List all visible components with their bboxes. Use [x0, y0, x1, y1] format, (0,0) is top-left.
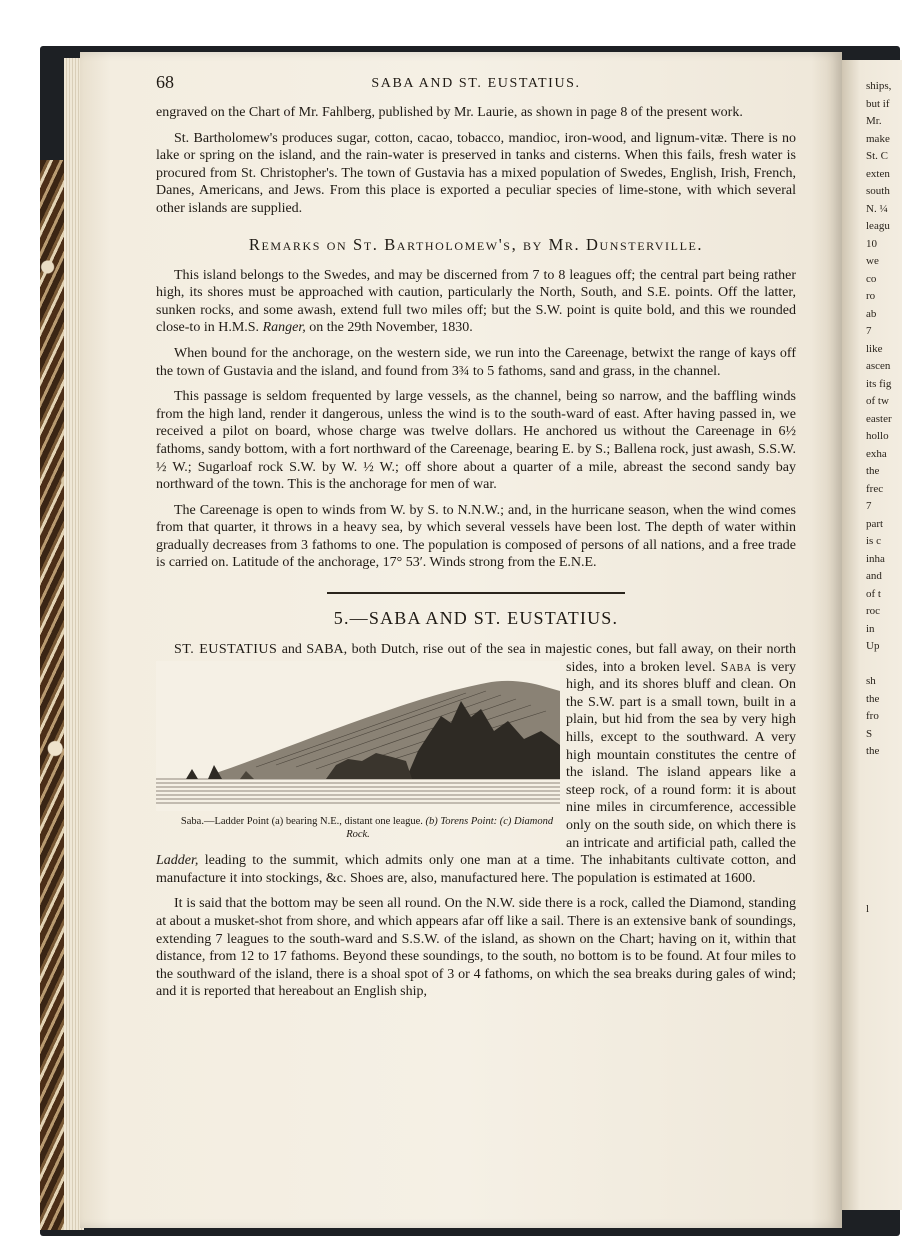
facing-fragment: make	[866, 132, 890, 145]
facing-fragment: 7	[866, 325, 872, 337]
facing-fragment: inha	[866, 552, 885, 565]
facing-fragment	[866, 761, 902, 779]
remarks-paragraph-1	[156, 267, 796, 337]
page-number: 68	[156, 72, 174, 92]
label-b: b	[212, 742, 219, 758]
facing-fragment: its fig	[866, 377, 892, 390]
facing-fragment: co	[866, 272, 877, 285]
facing-fragment: of tw	[866, 395, 889, 407]
section-rule	[327, 592, 625, 594]
opening-paragraph: engraved on the Chart of Mr. Fahlberg, published by Mr. Laurie, as shown in page 8 of the present work.	[156, 105, 743, 120]
facing-fragment: south	[866, 185, 890, 197]
facing-fragment: 7	[866, 500, 872, 512]
saba-lead-text: and SABA, both Dutch, rise out of the sea in majestic cones, but fall away, on their north sides, into a broken level.	[281, 642, 796, 675]
facing-fragment: Mr.	[866, 115, 882, 127]
ladder-term: Ladder,	[156, 853, 199, 869]
facing-fragment: l	[866, 902, 870, 915]
facing-fragment: we	[866, 255, 879, 267]
facing-fragment: ascen	[866, 360, 891, 372]
facing-fragment	[866, 971, 902, 989]
saba-description: is very high, and its shores bluff and clean. On the S.W. part is a small town, built in a plain, but hid from the sea by very high hills, except to the southward. A very high mountain constitutes the centre of the island. The island appears like a steep rock, of a round form: it is about nine miles in circumference, accessible only on the south side, on which there is an intricate and artificial path, called the	[566, 659, 797, 851]
facing-fragment	[866, 831, 902, 849]
facing-fragment: is c	[866, 535, 881, 547]
saba-paragraph-2: It is said that the bottom may be seen all round. On the N.W. side there is a rock, called the Diamond, standing at about a musket-shot from shore, and which appears afar off like a sail. There is an extensive bank of soundings, extending 7 leagues to the south-ward and S.S.W. of the island, as shown on the Chart; having on it, within that distance, from 12 to 17 fathoms. Beyond these soundings, to the south, no bottom is to be found. At four miles to the southward of the island, there is a shoal spot of 3 or 4 fathoms, on which the sea breaks during gales of wind; and it is reported that hereabout an English ship,	[156, 896, 796, 1000]
ship-name: Ranger,	[262, 320, 306, 336]
caption-a: Saba.—Ladder Point (a) bearing N.E., distant one league.	[180, 815, 423, 827]
bartholomew-paragraph: St. Bartholomew's produces sugar, cotton, cacao, tobacco, mandioc, iron-wood, and lignum-vitæ. There is no lake or spring on the island, and the rain-water is preserved in tanks and cisterns. When this fails, fresh water is procured from St. Christopher's. The town of Gustavia has a mixed population of Swedes, English, Irish, French, Danes, Americans, and Jews. From this place is exported a peculiar species of lime-stone, with which several other islands are supplied.	[156, 130, 796, 216]
section-heading: 5.—SABA AND ST. EUSTATIUS.	[333, 608, 619, 629]
figure-caption	[156, 815, 560, 841]
remarks-heading: Remarks on St. Bartholomew's, by Mr. Dunsterville.	[248, 234, 704, 254]
facing-fragment	[866, 796, 902, 814]
saba-paragraph-1	[156, 641, 796, 887]
remarks-paragraph-3: This passage is seldom frequented by large vessels, as the channel, being so narrow, and the baffling winds from the high land, render it dangerous, unless the wind is to the south-ward of east. After having passed in, we received a pilot on board, whose charge was twelve dollars. He anchored us without the Careenage in 6½ fathoms, sandy bottom, with a fort northward of the Careenage, bearing E. by S.; Ballena rock, just awash, S.S.W. ½ W.; Sugarloaf rock S.W. by W. ½ W.; off shore about a quarter of a mile, abreast the second sandy bay northward of the town. This is the anchorage for men of war.	[156, 389, 796, 493]
facing-fragment: St. C	[866, 150, 889, 162]
facing-fragment: S	[866, 727, 873, 740]
facing-fragment	[866, 918, 902, 936]
remarks-p1-text: This island belongs to the Swedes, and may be discerned from 7 to 8 leagues off; the central part being rather high, its shores must be approached with caution, particularly the North, South, and S.E. points. Off the latter, sunken rocks, and some awash, extend full two miles off; but the S.W. point is quite bold, and this we rounded close-to in H.M.S.	[156, 267, 796, 336]
facing-fragment: N. ¼	[866, 202, 888, 215]
facing-fragment: ab	[866, 307, 877, 320]
facing-fragment: ro	[866, 290, 876, 302]
facing-fragment: the	[866, 692, 880, 705]
page-content	[156, 72, 796, 1001]
facing-fragment	[866, 1006, 902, 1024]
label-a: a	[464, 660, 471, 676]
facing-fragment	[866, 813, 902, 831]
facing-fragment: ships,	[866, 80, 892, 92]
facing-fragment: part	[866, 517, 884, 530]
caption-b: (b) Torens Point: (c) Diamond Rock.	[346, 815, 554, 840]
facing-fragment: leagu	[866, 220, 890, 232]
label-c: c	[180, 740, 186, 756]
facing-fragment	[866, 936, 902, 954]
facing-fragment	[866, 1041, 902, 1059]
facing-fragment: easter	[866, 412, 892, 425]
saba-caps: Saba	[720, 659, 752, 675]
facing-fragment	[866, 866, 902, 884]
st-eustatius-caps: ST. EUSTATIUS	[174, 642, 278, 658]
facing-fragment	[866, 1058, 902, 1076]
facing-page	[842, 60, 902, 1210]
facing-fragment	[866, 848, 902, 866]
facing-fragment: frec	[866, 482, 884, 495]
facing-fragment	[866, 656, 902, 674]
facing-fragment	[866, 988, 902, 1006]
facing-fragment: exha	[866, 447, 887, 460]
page-header	[156, 72, 796, 104]
facing-fragment: sh	[866, 675, 876, 687]
facing-fragment	[866, 1076, 902, 1094]
saba-description-end: leading to the summit, which admits only one man at a time. The inhabitants cultivate cotton, and manufacture it into stockings, &c. Shoes are, also, manufactured here. The population is estimated at 1600.	[156, 853, 796, 886]
facing-fragment: but if	[866, 97, 890, 110]
facing-fragment: fro	[866, 710, 879, 722]
facing-fragment	[866, 953, 902, 971]
remarks-paragraph-4: The Careenage is open to winds from W. by S. to N.N.W.; and, in the hurricane season, when the wind comes from that quarter, it throws in a heavy sea, by which several vessels have been lost. The depth of water within gradually decreases from 3 fathoms to one. The population is composed of persons of all nations, and a free trade is carried on. Latitude of the anchorage, 17° 53′. Winds strong from the E.N.E.	[156, 502, 796, 571]
remarks-p1-date: on the 29th November, 1830.	[309, 320, 473, 336]
facing-fragment: exten	[866, 167, 890, 180]
facing-fragment	[866, 883, 902, 901]
facing-fragment: of t	[866, 587, 881, 600]
facing-fragment: and	[866, 570, 882, 582]
facing-page-text	[842, 60, 902, 1093]
facing-fragment: 10	[866, 237, 877, 250]
facing-fragment	[866, 1023, 902, 1041]
facing-fragment: the	[866, 745, 880, 757]
saba-figure	[156, 661, 560, 841]
book-page	[80, 52, 842, 1228]
facing-fragment	[866, 778, 902, 796]
facing-fragment: in	[866, 622, 875, 635]
saba-engraving	[156, 661, 560, 811]
facing-fragment: like	[866, 342, 883, 355]
remarks-paragraph-2: When bound for the anchorage, on the western side, we run into the Careenage, betwixt the range of kays off the town of Gustavia and the island, and found from 3¾ to 5 fathoms, sand and grass, in the channel.	[156, 345, 796, 379]
facing-fragment: the	[866, 465, 880, 477]
running-head: SABA AND ST. EUSTATIUS.	[371, 76, 581, 91]
facing-fragment: hollo	[866, 430, 889, 442]
facing-fragment: roc	[866, 605, 881, 617]
facing-fragment: Up	[866, 640, 880, 652]
